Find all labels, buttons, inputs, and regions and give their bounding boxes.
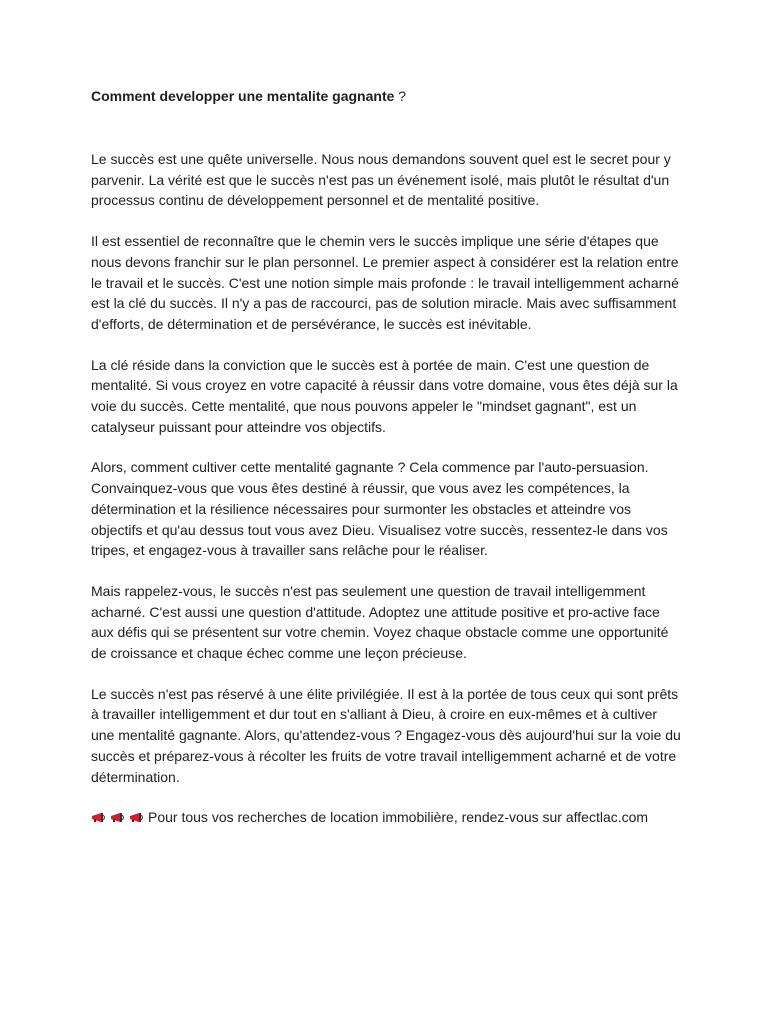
paragraph-3: La clé réside dans la conviction que le succès est à portée de main. C'est une question de mentalité. Si vous croyez en votre capacité à réussir dans votre domaine, vous êtes déjà sur la voie du succès. Cette mentalité, que nous pouvons appeler le "mindset gagnant", est un catalyseur puissant pour atteindre vos objectifs. (91, 356, 678, 435)
megaphone-icon (129, 812, 146, 823)
document-title (91, 86, 681, 106)
document-page (91, 86, 681, 828)
paragraph-2: Il est essentiel de reconnaître que le chemin vers le succès implique une série d'étapes que nous devons franchir sur le plan personnel. Le premier aspect à considérer est la relation entre le travail et le succès. C'est une notion simple mais profonde : le travail intelligemment acharné est la clé du succès. Il n'y a pas de raccourci, pas de solution miracle. Mais avec suffisamment d'efforts, de détermination et de persévérance, le succès est inévitable. (91, 233, 679, 332)
megaphone-icon (110, 812, 127, 823)
title-suffix: ? (394, 88, 407, 104)
paragraph-5: Mais rappelez-vous, le succès n'est pas seulement une question de travail intelligemment acharné. C'est aussi une question d'attitude. Adoptez une attitude positive et pro-active face aux défis qui se présentent sur votre chemin. Voyez chaque obstacle comme une opportunité de croissance et chaque échec comme une leçon précieuse. (91, 582, 669, 662)
megaphone-icon (91, 812, 108, 823)
title-main: Comment developper une mentalite gagnante (91, 88, 395, 104)
closing-line (91, 807, 681, 828)
paragraph-6: Le succès n'est pas réservé à une élite privilégiée. Il est à la portée de tous ceux qui sont prêts à travailler intelligemment et dur tout en s'alliant à Dieu, à croire en eux-mêmes et à cultiver une mentalité gagnante. Alors, qu'attendez-vous ? Engagez-vous dès aujourd'hui sur la voie du succès et préparez-vous à récolter les fruits de votre travail intelligemment acharné et de votre détermination. (91, 685, 681, 785)
paragraph-1: Le succès est une quête universelle. Nous nous demandons souvent quel est le secret pour y parvenir. La vérité est que le succès n'est pas un événement isolé, mais plutôt le résultat d'un processus continu de développement personnel et de mentalité positive. (91, 151, 671, 209)
closing-text: Pour tous vos recherches de location immobilière, rendez-vous sur affectlac.com (148, 809, 649, 826)
paragraph-4: Alors, comment cultiver cette mentalité gagnante ? Cela commence par l'auto-persuasion. Convainquez-vous que vous êtes destiné à réussir, que vous avez les compétences, la détermination et la résilience nécessaires pour surmonter les obstacles et atteindre vos objectifs et qu'au dessus tout vous avez Dieu. Visualisez votre succès, ressentez-le dans vos tripes, et engagez-vous à travailler sans relâche pour le réaliser. (91, 459, 668, 559)
